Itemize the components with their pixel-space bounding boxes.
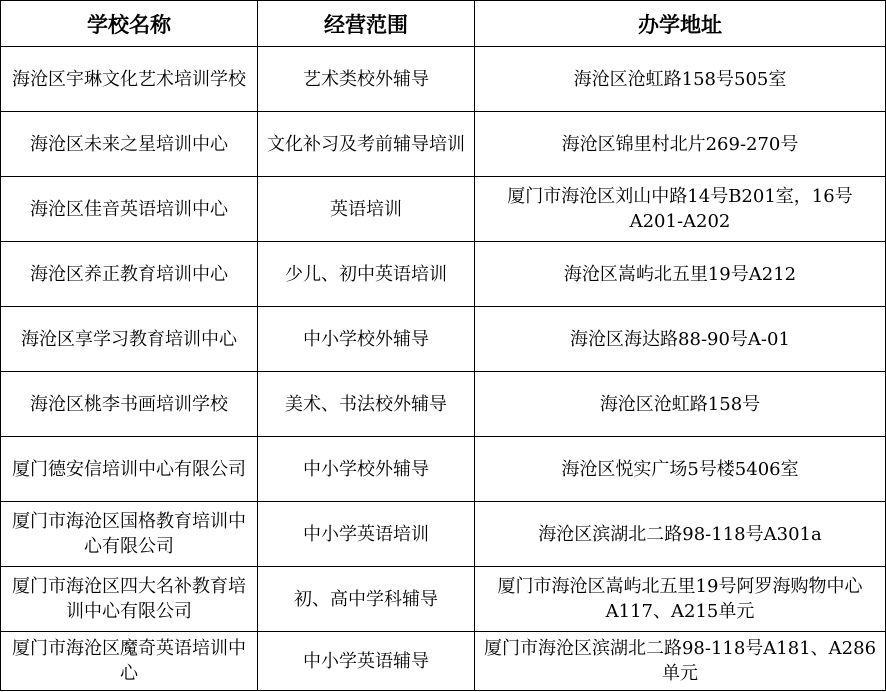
school-name-cell: 海沧区享学习教育培训中心	[1, 307, 258, 372]
school-name-cell: 厦门德安信培训中心有限公司	[1, 437, 258, 502]
table-row	[1, 437, 886, 502]
school-name-cell: 海沧区佳音英语培训中心	[1, 177, 258, 242]
address-cell: 海沧区沧虹路158号505室	[475, 47, 886, 112]
business-scope-cell: 美术、书法校外辅导	[258, 372, 475, 437]
school-name-cell: 海沧区未来之星培训中心	[1, 112, 258, 177]
business-scope-cell: 英语培训	[258, 177, 475, 242]
address-cell: 海沧区沧虹路158号	[475, 372, 886, 437]
address-cell: 厦门市海沧区嵩屿北五里19号阿罗海购物中心A117、A215单元	[475, 567, 886, 632]
table-row	[1, 242, 886, 307]
table-row	[1, 177, 886, 242]
address-cell: 海沧区悦实广场5号楼5406室	[475, 437, 886, 502]
business-scope-cell: 少儿、初中英语培训	[258, 242, 475, 307]
business-scope-cell: 中小学英语培训	[258, 502, 475, 567]
school-name-cell: 厦门市海沧区四大名补教育培训中心有限公司	[1, 567, 258, 632]
school-name-cell: 海沧区宇琳文化艺术培训学校	[1, 47, 258, 112]
school-name-cell: 海沧区养正教育培训中心	[1, 242, 258, 307]
school-name-cell: 厦门市海沧区魔奇英语培训中心	[1, 632, 258, 691]
table-row	[1, 372, 886, 437]
table-row	[1, 632, 886, 691]
business-scope-cell: 中小学英语辅导	[258, 632, 475, 691]
school-name-cell: 厦门市海沧区国格教育培训中心有限公司	[1, 502, 258, 567]
header-school-name: 学校名称	[1, 1, 258, 47]
school-name-cell: 海沧区桃李书画培训学校	[1, 372, 258, 437]
business-scope-cell: 中小学校外辅导	[258, 437, 475, 502]
business-scope-cell: 初、高中学科辅导	[258, 567, 475, 632]
address-cell: 海沧区嵩屿北五里19号A212	[475, 242, 886, 307]
header-business-scope: 经营范围	[258, 1, 475, 47]
address-cell: 海沧区滨湖北二路98-118号A301a	[475, 502, 886, 567]
business-scope-cell: 中小学校外辅导	[258, 307, 475, 372]
table-row	[1, 502, 886, 567]
header-address: 办学地址	[475, 1, 886, 47]
table-row	[1, 112, 886, 177]
table-row	[1, 307, 886, 372]
address-cell: 厦门市海沧区滨湖北二路98-118号A181、A286单元	[475, 632, 886, 691]
business-scope-cell: 艺术类校外辅导	[258, 47, 475, 112]
table-row	[1, 47, 886, 112]
address-cell: 厦门市海沧区刘山中路14号B201室，16号A201-A202	[475, 177, 886, 242]
business-scope-cell: 文化补习及考前辅导培训	[258, 112, 475, 177]
header-row	[1, 1, 886, 47]
table-row	[1, 567, 886, 632]
address-cell: 海沧区海达路88-90号A-01	[475, 307, 886, 372]
address-cell: 海沧区锦里村北片269-270号	[475, 112, 886, 177]
